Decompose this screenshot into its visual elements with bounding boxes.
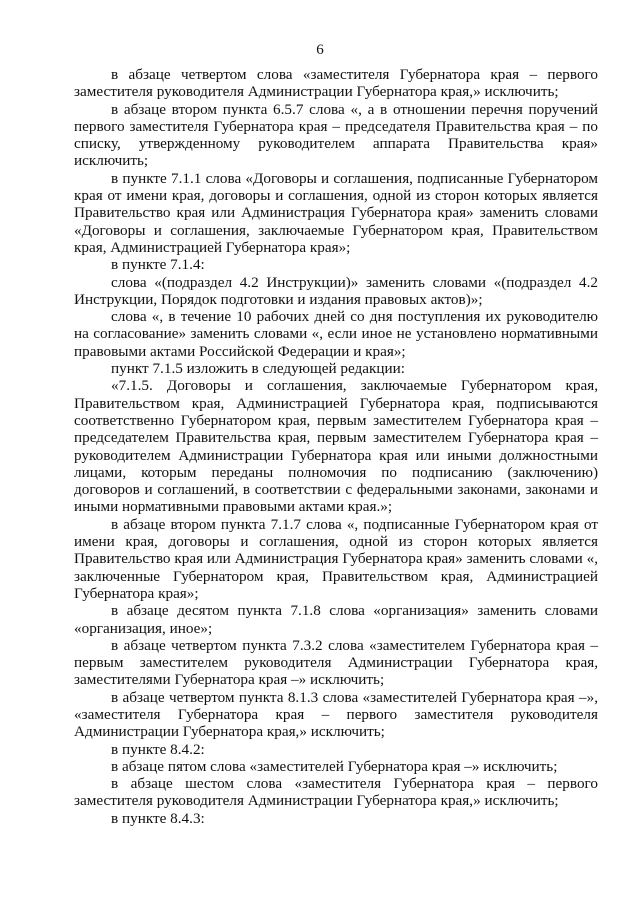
paragraph: в абзаце десятом пункта 7.1.8 слова «организация» заменить словами «организация, иное»; [74, 602, 598, 637]
paragraph: в абзаце пятом слова «заместителей Губернатора края –» исключить; [111, 757, 558, 775]
paragraph: в абзаце шестом слова «заместителя Губернатора края – первого заместителя руководителя Администрации Губернатора края,» исключить; [74, 775, 598, 810]
paragraph: в пункте 8.4.2: [111, 740, 205, 758]
paragraph: слова «, в течение 10 рабочих дней со дня поступления их руководителю на согласование» заменить словами «, если иное не установлено нормативными правовыми актами Российской Федерации и края»; [74, 308, 598, 360]
paragraph: в пункте 7.1.1 слова «Договоры и соглашения, подписанные Губернатором края от имени края, договоры и соглашения, одной из сторон которых является Правительство края или Администрация Губернатора края» заменить словами «Договоры и соглашения, заключаемые Губернатором края, Правительством края, Администрацией Губернатора края»; [74, 169, 598, 256]
document-body [74, 66, 598, 827]
paragraph: в абзаце втором пункта 7.1.7 слова «, подписанные Губернатором края от имени края, договоры и соглашения, одной из сторон которых является Правительство края или Администрация Губернатора края» заменить словами «, заключенные Губернатором края, Правительством края, Администрацией Губернатора края»; [74, 515, 598, 602]
paragraph: пункт 7.1.5 изложить в следующей редакции: [111, 360, 405, 378]
paragraph: слова «(подраздел 4.2 Инструкции)» заменить словами «(подраздел 4.2 Инструкции, Порядок подготовки и издания правовых актов)»; [74, 273, 598, 308]
paragraph: в абзаце втором пункта 6.5.7 слова «, а в отношении перечня поручений первого заместителя Губернатора края – председателя Правительства края – по списку, утвержденному руководителем аппарата Правительства края» исключить; [74, 100, 598, 170]
page-number: 6 [316, 42, 324, 58]
paragraph: в абзаце четвертом пункта 8.1.3 слова «заместителей Губернатора края –», «заместителя Губернатора края – первого заместителя руководителя Администрации Губернатора края,» исключить; [74, 688, 598, 741]
paragraph: в абзаце четвертом пункта 7.3.2 слова «заместителем Губернатора края – первым заместителем руководителя Администрации Губернатора края, заместителями Губернатора края –» исключить; [74, 636, 598, 689]
paragraph: в пункте 7.1.4: [111, 256, 205, 274]
paragraph: в абзаце четвертом слова «заместителя Губернатора края – первого заместителя руководителя Администрации Губернатора края,» исключить; [74, 66, 598, 101]
paragraph: в пункте 8.4.3: [111, 809, 205, 827]
paragraph: «7.1.5. Договоры и соглашения, заключаемые Губернатором края, Правительством края, Администрацией Губернатора края, подписываются соответственно Губернатором края, первым заместителем Губернатора края – председателем Правительства края, первым заместителем Губернатора края – руководителем Администрации Губернатора края или иными должностными лицами, которым переданы полномочия по подписанию (заключению) договоров и соглашений, в соответствии с федеральными законами, законами и иными нормативными правовыми актами края.»; [74, 377, 598, 516]
